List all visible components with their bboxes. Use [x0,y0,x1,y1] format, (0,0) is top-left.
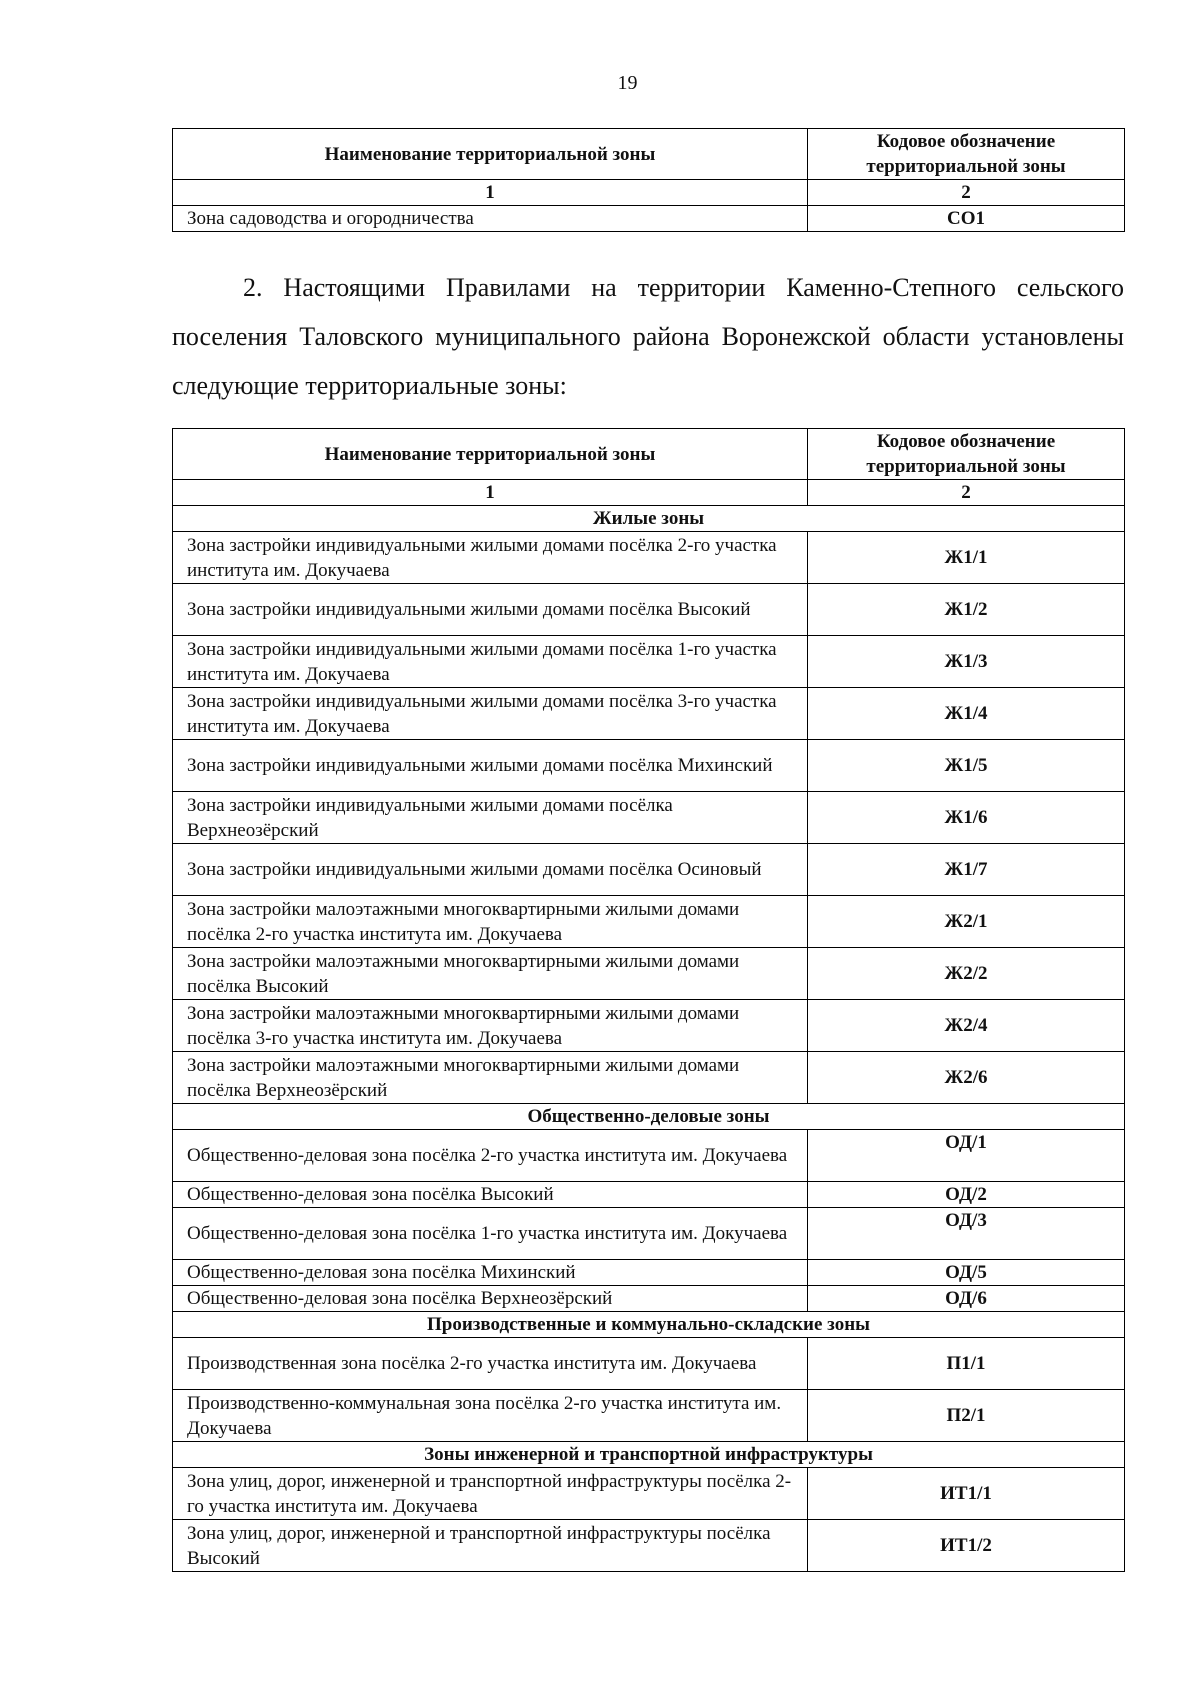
section-title: Производственные и коммунально-складские зоны [173,1312,1125,1338]
column-number-row [173,180,1125,206]
zone-name: Зона застройки индивидуальными жилыми домами посёлка 2-го участка института им. Докучаева [173,532,808,584]
zone-name: Зона застройки малоэтажными многоквартирными жилыми домами посёлка 2-го участка института им. Докучаева [173,896,808,948]
zone-code: Ж1/4 [808,688,1125,740]
zone-name: Общественно-деловая зона посёлка Михинский [173,1260,808,1286]
zone-code: ОД/5 [808,1260,1125,1286]
zone-code: ОД/3 [808,1208,1125,1260]
zone-name: Зона застройки индивидуальными жилыми домами посёлка 3-го участка института им. Докучаева [173,688,808,740]
table-header-row [173,429,1125,480]
table-row [173,1000,1125,1052]
section-header-row [173,1104,1125,1130]
zone-code: Ж1/5 [808,740,1125,792]
table-row [173,1520,1125,1572]
zone-name: Зона застройки индивидуальными жилыми домами посёлка Михинский [173,740,808,792]
zone-code: ОД/6 [808,1286,1125,1312]
zone-code: СО1 [808,206,1125,232]
section-header-row [173,1442,1125,1468]
zone-code: ИТ1/2 [808,1520,1125,1572]
table-row [173,896,1125,948]
header-zone-name: Наименование территориальной зоны [173,429,808,480]
zone-name: Зона улиц, дорог, инженерной и транспортной инфраструктуры посёлка 2-го участка института им. Докучаева [173,1468,808,1520]
zone-code: Ж1/2 [808,584,1125,636]
zone-name: Общественно-деловая зона посёлка Высокий [173,1182,808,1208]
table-row [173,1390,1125,1442]
paragraph-text: 2. Настоящими Правилами на территории Каменно-Степного сельского поселения Таловского муниципального района Воронежской области установлены следующие территориальные зоны: [172,273,1124,400]
zone-code: П1/1 [808,1338,1125,1390]
table-row [173,636,1125,688]
table-row [173,1260,1125,1286]
table-row [173,1286,1125,1312]
zone-code: Ж1/6 [808,792,1125,844]
body-paragraph [172,263,1124,410]
zone-name: Общественно-деловая зона посёлка 1-го участка института им. Докучаева [173,1208,808,1260]
zone-name: Общественно-деловая зона посёлка 2-го участка института им. Докучаева [173,1130,808,1182]
table-row [173,1468,1125,1520]
zones-table-1 [172,128,1125,232]
table-row [173,740,1125,792]
header-zone-code: Кодовое обозначение территориальной зоны [808,429,1125,480]
zone-code: Ж2/2 [808,948,1125,1000]
zone-name: Зона застройки малоэтажными многоквартирными жилыми домами посёлка Высокий [173,948,808,1000]
header-zone-name: Наименование территориальной зоны [173,129,808,180]
section-title: Жилые зоны [173,506,1125,532]
zone-name: Зона застройки малоэтажными многоквартирными жилыми домами посёлка Верхнеозёрский [173,1052,808,1104]
zone-code: Ж2/1 [808,896,1125,948]
zone-name: Производственная зона посёлка 2-го участка института им. Докучаева [173,1338,808,1390]
zone-code: П2/1 [808,1390,1125,1442]
zone-code: ИТ1/1 [808,1468,1125,1520]
zone-code: Ж2/4 [808,1000,1125,1052]
zone-name: Зона застройки малоэтажными многоквартирными жилыми домами посёлка 3-го участка института им. Докучаева [173,1000,808,1052]
zone-name: Зона застройки индивидуальными жилыми домами посёлка Осиновый [173,844,808,896]
zone-name: Общественно-деловая зона посёлка Верхнеозёрский [173,1286,808,1312]
table-row [173,844,1125,896]
table-header-row [173,129,1125,180]
column-number-2: 2 [808,180,1125,206]
header-zone-code: Кодовое обозначение территориальной зоны [808,129,1125,180]
zone-name: Зона садоводства и огородничества [173,206,808,232]
table-row [173,1052,1125,1104]
section-title: Зоны инженерной и транспортной инфраструктуры [173,1442,1125,1468]
table-row [173,948,1125,1000]
table-row [173,688,1125,740]
table-row [173,1208,1125,1260]
zone-name: Зона застройки индивидуальными жилыми домами посёлка 1-го участка института им. Докучаева [173,636,808,688]
zones-table-2 [172,428,1125,1572]
table-row [173,792,1125,844]
zone-code: Ж2/6 [808,1052,1125,1104]
column-number-1: 1 [173,480,808,506]
zone-code: Ж1/1 [808,532,1125,584]
page-number: 19 [617,72,638,94]
zone-name: Зона застройки индивидуальными жилыми домами посёлка Высокий [173,584,808,636]
zone-name: Производственно-коммунальная зона посёлка 2-го участка института им. Докучаева [173,1390,808,1442]
zone-code: ОД/2 [808,1182,1125,1208]
table-row [173,1338,1125,1390]
zone-code: Ж1/7 [808,844,1125,896]
table-row [173,206,1125,232]
zone-code: ОД/1 [808,1130,1125,1182]
section-header-row [173,1312,1125,1338]
table-row [173,1182,1125,1208]
table-row [173,584,1125,636]
section-header-row [173,506,1125,532]
zone-name: Зона улиц, дорог, инженерной и транспортной инфраструктуры посёлка Высокий [173,1520,808,1572]
table-row [173,532,1125,584]
zone-name: Зона застройки индивидуальными жилыми домами посёлка Верхнеозёрский [173,792,808,844]
column-number-1: 1 [173,180,808,206]
column-number-2: 2 [808,480,1125,506]
zone-code: Ж1/3 [808,636,1125,688]
column-number-row [173,480,1125,506]
table-row [173,1130,1125,1182]
section-title: Общественно-деловые зоны [173,1104,1125,1130]
